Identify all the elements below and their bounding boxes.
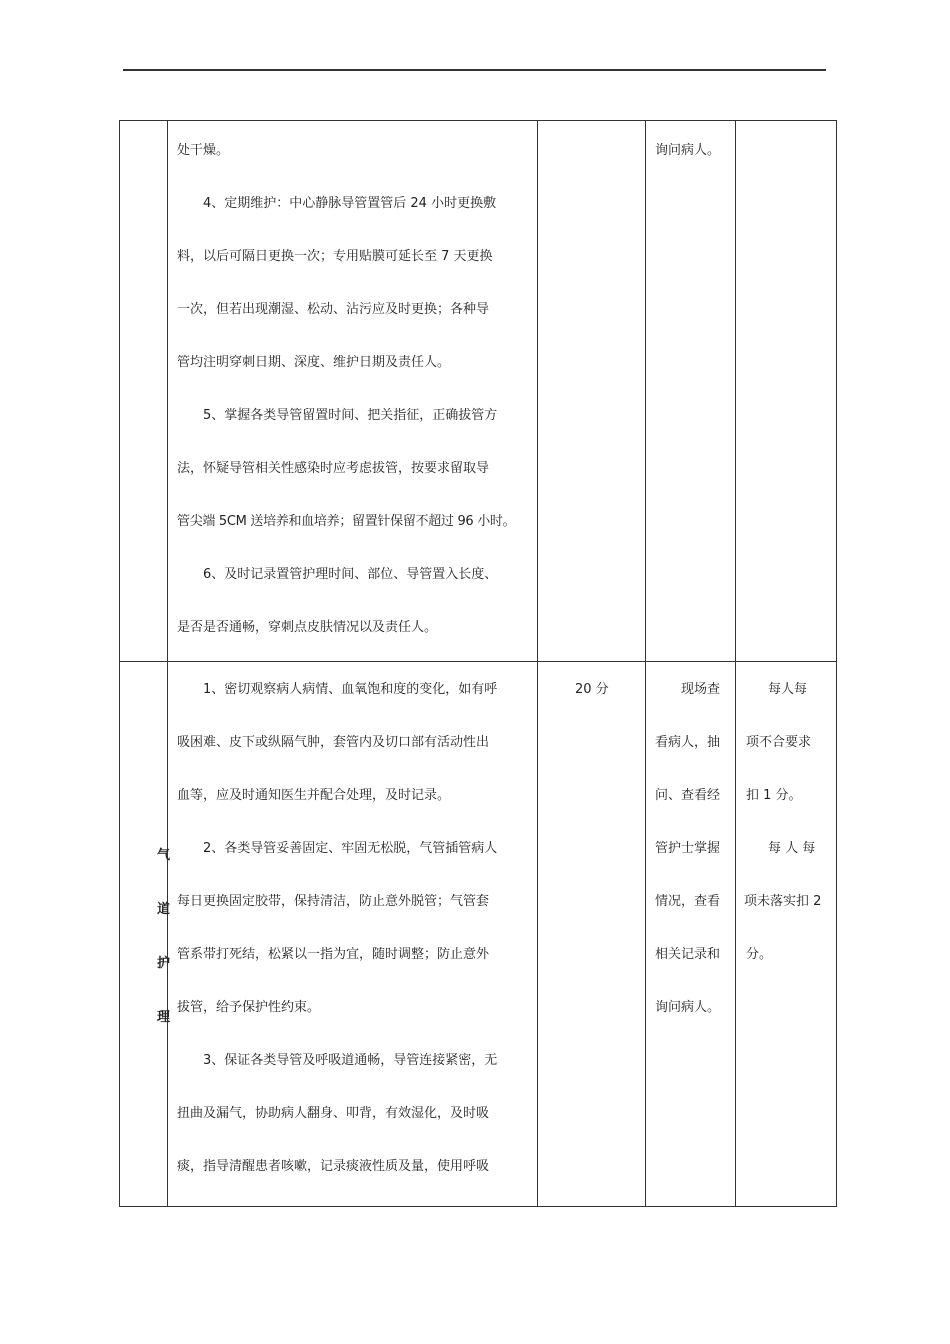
score-cell [538,662,646,1207]
method-text [646,663,735,1034]
content-line: 6、及时记录置管护理时间、部位、导管置入长度、 [203,567,498,582]
category-wrap [120,662,171,1206]
content-cell [168,121,538,662]
content-line: 一次，但若出现潮湿、松动、沾污应及时更换；各种导 [177,302,490,317]
method-cell [646,121,736,662]
header-rule [123,69,826,71]
method-line: 现场查 [681,682,721,697]
category-char: 理 [157,1010,171,1025]
content-line: 法，怀疑导管相关性感染时应考虑拔管，按要求留取导 [177,461,490,476]
content-line: 吸困难、皮下或纵隔气肿，套管内及切口部有活动性出 [177,735,490,750]
content-line: 1、密切观察病人病情、血氧饱和度的变化，如有呼 [203,682,498,697]
score-value: 20 分 [575,682,609,697]
content-line: 血等，应及时通知医生并配合处理，及时记录。 [177,788,451,803]
deduct-text [736,663,836,981]
content-line: 扭曲及漏气，协助病人翻身、叩背，有效湿化，及时吸 [177,1106,490,1121]
category-char: 道 [157,902,171,917]
deduct-line: 分。 [746,947,773,962]
content-line: 管系带打死结，松紧以一指为宜，随时调整；防止意外 [177,947,490,962]
deduct-line: 每人每 [768,682,808,697]
standards-table [119,120,837,1207]
deduct-line: 项不合要求 [746,735,812,750]
method-text [646,124,735,177]
method-cell [646,662,736,1207]
content-line: 管均注明穿刺日期、深度、维护日期及责任人。 [177,355,451,370]
method-line: 管护士掌握 [655,841,721,856]
content-line: 料，以后可隔日更换一次；专用贴膜可延长至 7 天更换 [177,249,493,264]
content-text [168,663,537,1193]
deduct-line: 每 人 每 [768,841,816,856]
content-line: 是否是否通畅，穿刺点皮肤情况以及责任人。 [177,620,438,635]
category-char: 护 [157,956,171,971]
method-line: 询问病人。 [655,143,721,158]
content-line: 每日更换固定胶带，保持清洁，防止意外脱管；气管套 [177,894,490,909]
method-line: 看病人，抽 [655,735,721,750]
content-line: 拔管，给予保护性约束。 [177,1000,321,1015]
content-cell [168,662,538,1207]
method-line: 相关记录和 [655,947,721,962]
deduct-cell [736,121,837,662]
content-line: 2、各类导管妥善固定、牢固无松脱，气管插管病人 [203,841,498,856]
category-cell [120,121,168,662]
method-line: 询问病人。 [655,1000,721,1015]
content-text [168,124,537,654]
method-line: 情况，查看 [655,894,721,909]
content-line: 处干燥。 [177,143,230,158]
deduct-line: 项未落实扣 2 [744,894,822,909]
score-cell [538,121,646,662]
content-line: 痰，指导清醒患者咳嗽，记录痰液性质及量，使用呼吸 [177,1159,490,1174]
content-line: 3、保证各类导管及呼吸道通畅，导管连接紧密，无 [203,1053,498,1068]
content-line: 管尖端 5CM 送培养和血培养；留置针保留不超过 96 小时。 [177,514,516,529]
table-row [120,662,837,1207]
content-line: 5、掌握各类导管留置时间、把关指征，正确拔管方 [203,408,498,423]
content-line: 4、定期维护：中心静脉导管置管后 24 小时更换敷 [203,196,497,211]
category-cell [120,662,171,1207]
category-label [157,829,173,1045]
deduct-line: 扣 1 分。 [746,788,802,803]
method-line: 问、查看经 [655,788,721,803]
table-row [120,121,837,662]
category-char: 气 [157,848,171,863]
deduct-cell [736,662,837,1207]
